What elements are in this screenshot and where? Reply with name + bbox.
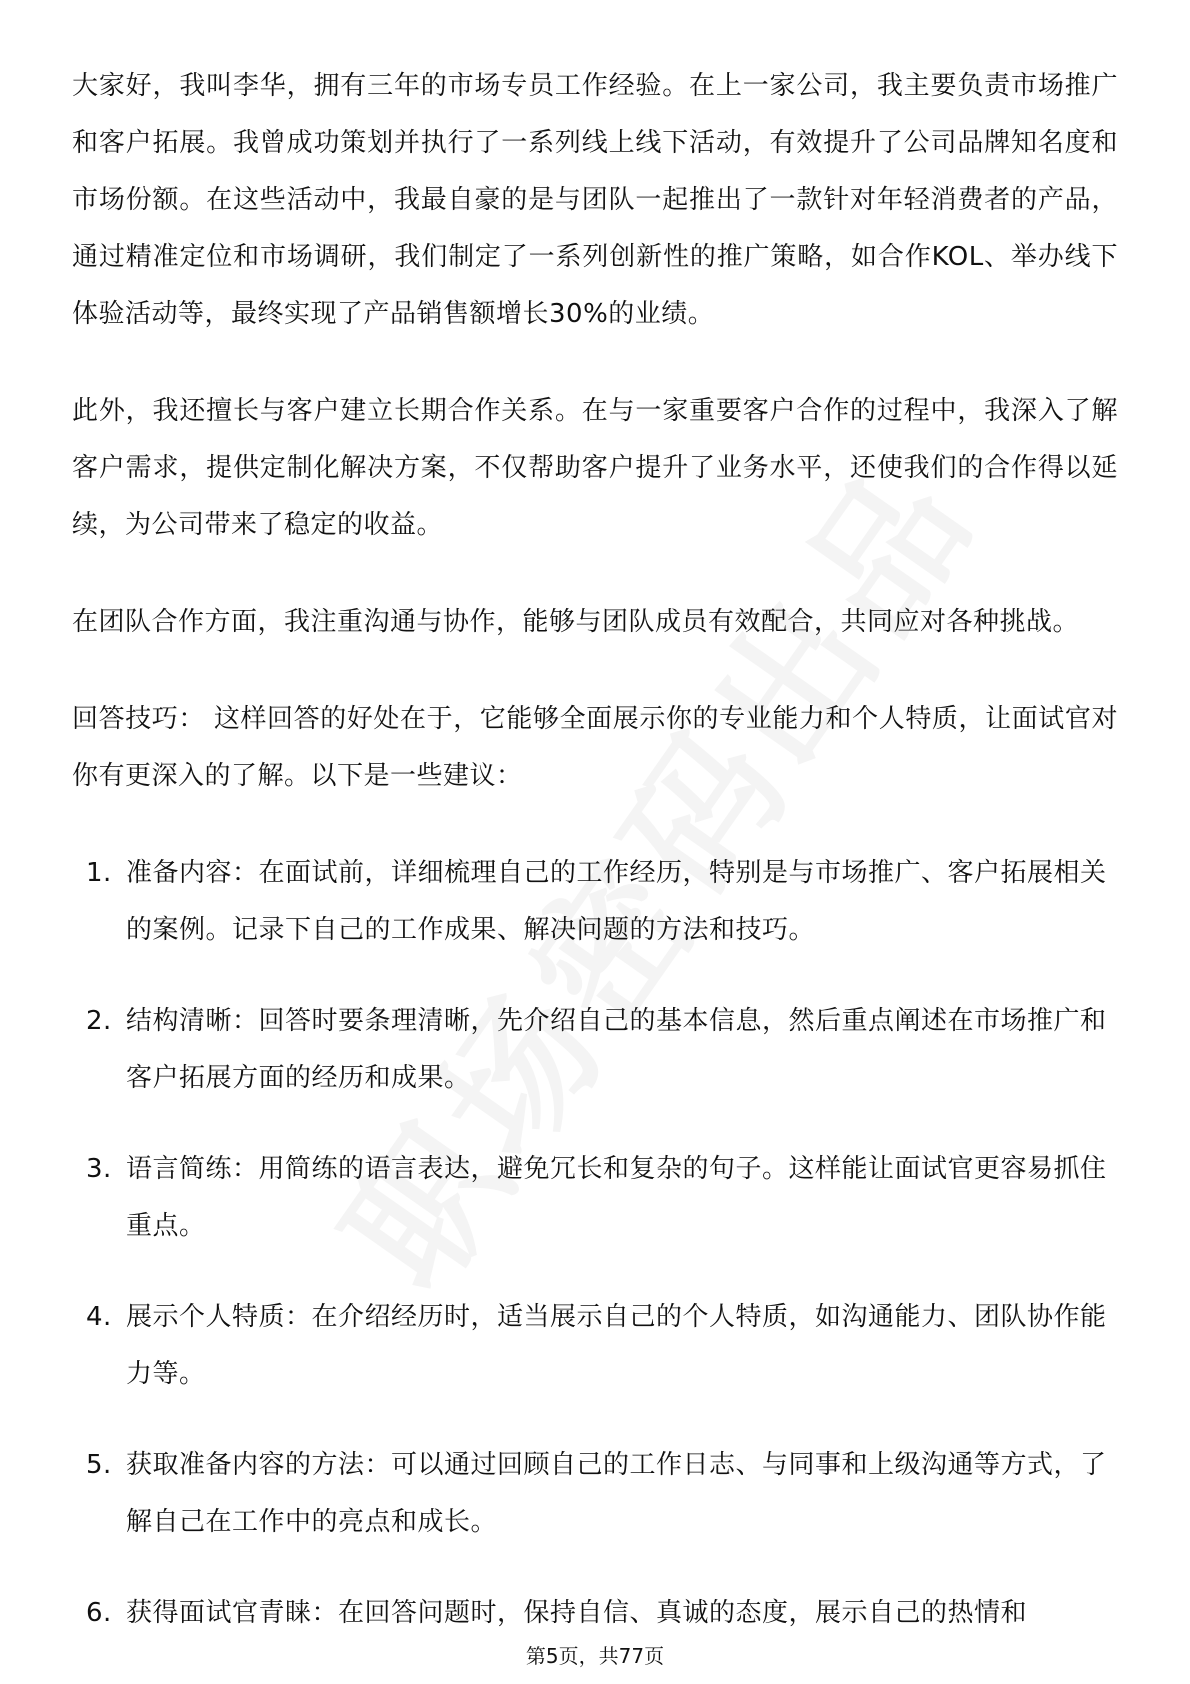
tips-list	[72, 845, 1118, 1642]
list-item-text: 语言简练：用简练的语言表达，避免冗长和复杂的句子。这样能让面试官更容易抓住重点。	[126, 1154, 1107, 1241]
list-item	[72, 845, 1118, 959]
list-item-number: 6.	[86, 1598, 112, 1628]
list-item-number: 2.	[86, 1006, 112, 1036]
list-item-text: 展示个人特质：在介绍经历时，适当展示自己的个人特质，如沟通能力、团队协作能力等。	[126, 1302, 1107, 1389]
list-item-number: 3.	[86, 1154, 112, 1184]
paragraph-teamwork: 在团队合作方面，我注重沟通与协作，能够与团队成员有效配合，共同应对各种挑战。	[72, 607, 1080, 637]
list-item	[72, 993, 1118, 1107]
document-body	[72, 58, 1118, 1676]
page-number: 第5页，共77页	[525, 1644, 665, 1668]
paragraph-client-relations: 此外，我还擅长与客户建立长期合作关系。在与一家重要客户合作的过程中，我深入了解客户需求，提供定制化解决方案，不仅帮助客户提升了业务水平，还使我们的合作得以延续，为公司带来了稳定的收益。	[72, 396, 1118, 540]
paragraph-answer-tips: 回答技巧： 这样回答的好处在于，它能够全面展示你的专业能力和个人特质，让面试官对你有更深入的了解。以下是一些建议：	[72, 704, 1118, 791]
list-item	[72, 1141, 1118, 1255]
paragraph-intro: 大家好，我叫李华，拥有三年的市场专员工作经验。在上一家公司，我主要负责市场推广和客户拓展。我曾成功策划并执行了一系列线上线下活动，有效提升了公司品牌知名度和市场份额。在这些活动中，我最自豪的是与团队一起推出了一款针对年轻消费者的产品，通过精准定位和市场调研，我们制定了一系列创新性的推广策略，如合作KOL、举办线下体验活动等，最终实现了产品销售额增长30%的业绩。	[72, 71, 1118, 329]
list-item-text: 获取准备内容的方法：可以通过回顾自己的工作日志、与同事和上级沟通等方式，了解自己在工作中的亮点和成长。	[126, 1450, 1107, 1537]
list-item-text: 准备内容：在面试前，详细梳理自己的工作经历，特别是与市场推广、客户拓展相关的案例。记录下自己的工作成果、解决问题的方法和技巧。	[126, 858, 1107, 945]
list-item-text: 结构清晰：回答时要条理清晰，先介绍自己的基本信息，然后重点阐述在市场推广和客户拓展方面的经历和成果。	[126, 1006, 1107, 1093]
list-item-text: 获得面试官青睐：在回答问题时，保持自信、真诚的态度，展示自己的热情和	[126, 1598, 1028, 1628]
list-item	[72, 1585, 1118, 1642]
list-item-number: 4.	[86, 1302, 112, 1332]
list-item-number: 5.	[86, 1450, 112, 1480]
list-item	[72, 1289, 1118, 1403]
list-item	[72, 1437, 1118, 1551]
list-item-number: 1.	[86, 858, 112, 888]
